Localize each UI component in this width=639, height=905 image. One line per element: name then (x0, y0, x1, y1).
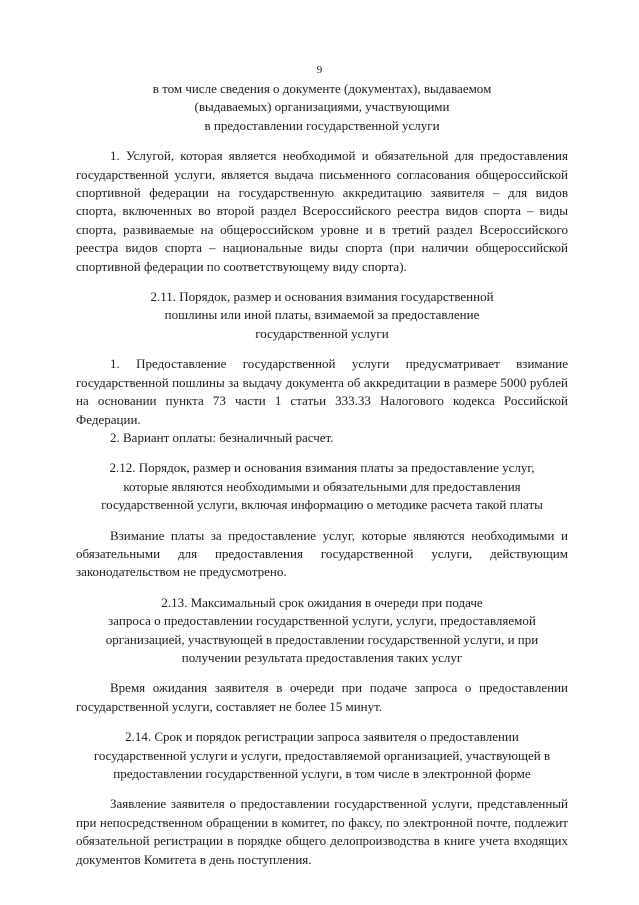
page-number: 9 (316, 64, 323, 76)
paragraph: Время ожидания заявителя в очереди при подаче запроса о предоставлении государственной услуги, составляет не более 15 минут. (76, 680, 568, 714)
paragraph: 2. Вариант оплаты: безналичный расчет. (110, 429, 334, 445)
section-heading-2-11: 2.11. Порядок, размер и основания взимания государственной пошлины или иной платы, взимаемой за предоставление государственной услуги (150, 289, 494, 341)
section-heading-2-14: 2.14. Срок и порядок регистрации запроса заявителя о предоставлении государственной услуги и услуги, предоставляемой организацией, участвующей в предоставлении государственной услуги, в том числе в электронной форме (93, 729, 551, 781)
paragraph: Взимание платы за предоставление услуг, которые являются необходимыми и обязательными для предоставления государственной услуги, действующим законодательством не предусмотрено. (76, 527, 568, 580)
section-heading-2-13: 2.13. Максимальный срок ожидания в очереди при подаче запроса о предоставлении государственной услуги, услуги, предоставляемой организацией, участвующей в предоставлении государственной услуги, и при получении результата предоставления таких услуг (105, 594, 539, 665)
paragraph: Заявление заявителя о предоставлении государственной услуги, представленный при непосредственном обращении в комитет, по факсу, по электронной почте, подлежит обязательной регистрации в порядке общего делопроизводства в книге учета входящих документов Комитета в день поступления. (76, 796, 568, 867)
paragraph: 1. Услугой, которая является необходимой и обязательной для предоставления государственной услуги, является выдача письменного согласования общероссийской спортивной федерации на государственную аккредитацию заявителя – для видов спорта, включенных во второй раздел Всероссийского реестра видов спорта – виды спорта, развиваемые на общероссийском уровне и в третий раздел Всероссийского реестра видов спорта – национальные виды спорта (при наличии общероссийской спортивной федерации по соответствующему виду спорта). (76, 148, 568, 274)
section-heading-2-12: 2.12. Порядок, размер и основания взимания платы за предоставление услуг, которые являются необходимыми и обязательными для предоставления государственной услуги, включая информацию о методике расчета такой платы (101, 460, 543, 513)
section-heading: в том числе сведения о документе (документах), выдаваемом (выдаваемых) организациями, участвующими в предоставлении государственной услуги (152, 81, 492, 133)
document-body (76, 80, 568, 869)
paragraph: 1. Предоставление государственной услуги предусматривает взимание государственной пошлины за выдачу документа об аккредитации в размере 5000 рублей на основании пункта 73 части 1 статьи 333.33 Налогового кодекса Российской Федерации. (76, 356, 568, 427)
